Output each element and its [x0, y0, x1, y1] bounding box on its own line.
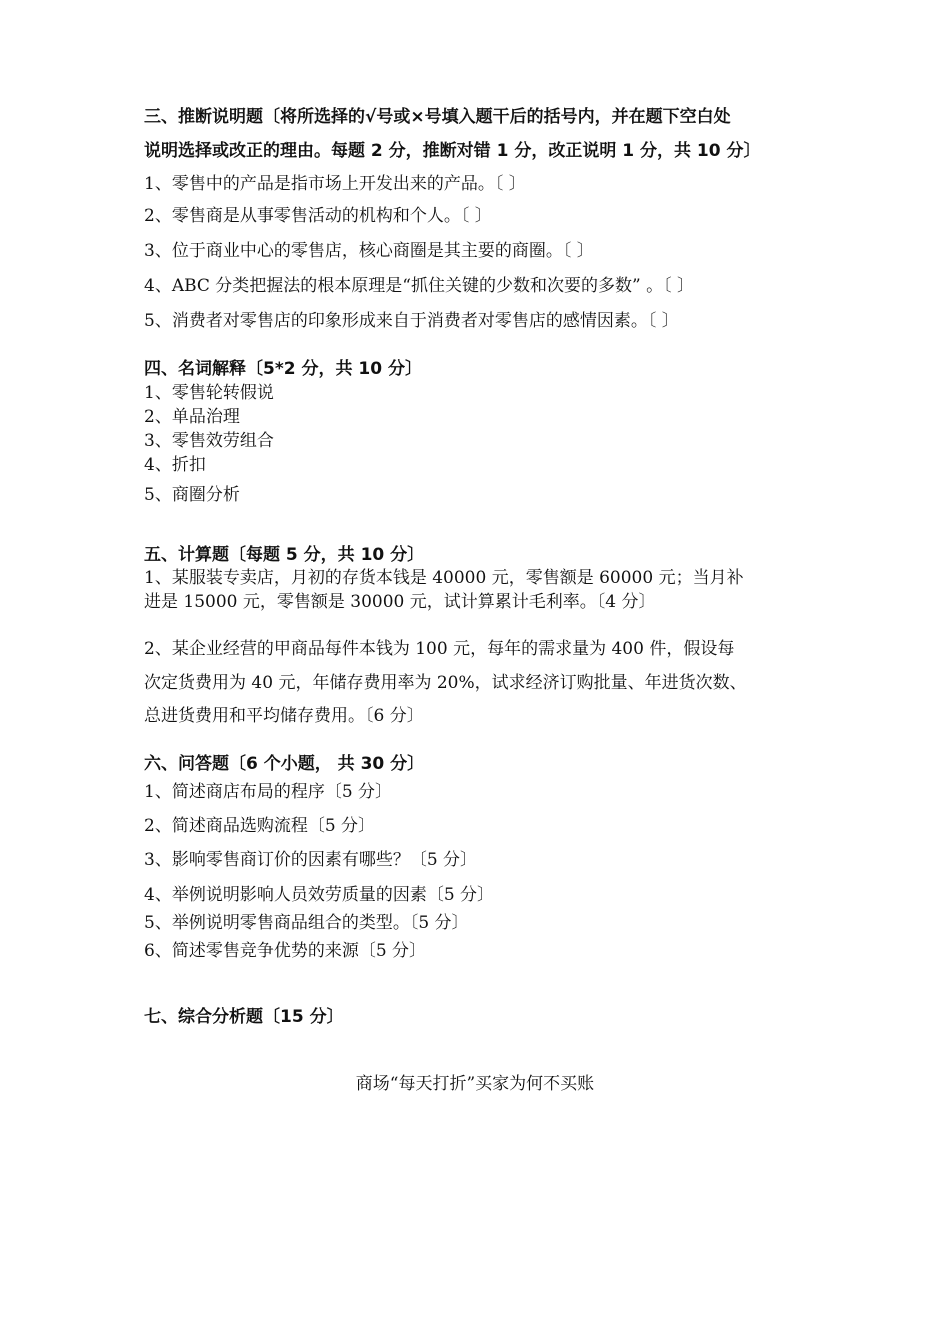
section4-item-1: 1、零售轮转假说	[144, 383, 274, 403]
section4-heading: 四、名词解释〔5*2 分，共 10 分〕	[144, 359, 422, 379]
section5-heading: 五、计算题〔每题 5 分，共 10 分〕	[144, 545, 425, 565]
section4-item-4: 4、折扣	[144, 455, 206, 475]
section6-item-2: 2、简述商品选购流程〔5 分〕	[144, 816, 376, 836]
section5-q2-line1: 2、某企业经营的甲商品每件本钱为 100 元，每年的需求量为 400 件，假设每	[144, 639, 735, 659]
section6-item-4: 4、举例说明影响人员效劳质量的因素〔5 分〕	[144, 885, 495, 905]
section4-item-5: 5、商圈分析	[144, 485, 240, 505]
section6-heading: 六、问答题〔6 个小题， 共 30 分〕	[144, 754, 425, 774]
section3-heading-line2: 说明选择或改正的理由。每题 2 分，推断对错 1 分，改正说明 1 分，共 10 分〕	[144, 141, 761, 161]
section6-item-3: 3、影响零售商订价的因素有哪些？〔5 分〕	[144, 850, 478, 870]
section6-item-6: 6、简述零售竞争优势的来源〔5 分〕	[144, 941, 427, 961]
section5-q1-line2: 进是 15000 元，零售额是 30000 元，试计算累计毛利率。〔4 分〕	[144, 592, 656, 612]
section3-item-4: 4、ABC 分类把握法的根本原理是“抓住关键的少数和次要的多数” 。〔 〕	[144, 276, 695, 296]
section6-item-1: 1、简述商店布局的程序〔5 分〕	[144, 782, 393, 802]
section4-item-3: 3、零售效劳组合	[144, 431, 274, 451]
section6-item-5: 5、举例说明零售商品组合的类型。〔5 分〕	[144, 913, 469, 933]
section3-heading-line1: 三、推断说明题〔将所选择的√号或×号填入题干后的括号内，并在题下空白处	[144, 107, 731, 127]
section4-item-2: 2、单品治理	[144, 407, 240, 427]
section5-q2-line3: 总进货费用和平均储存费用。〔6 分〕	[144, 706, 424, 726]
section5-q2-line2: 次定货费用为 40 元，年储存费用率为 20%，试求经济订购批量、年进货次数、	[144, 673, 747, 693]
section7-heading: 七、综合分析题〔15 分〕	[144, 1007, 344, 1027]
section5-q1-line1: 1、某服装专卖店，月初的存货本钱是 40000 元，零售额是 60000 元；当月补	[144, 568, 744, 588]
case-title: 商场“每天打折”买家为何不买账	[355, 1074, 595, 1094]
section3-item-1: 1、零售中的产品是指市场上开发出来的产品。〔 〕	[144, 174, 526, 194]
section3-item-2: 2、零售商是从事零售活动的机构和个人。〔 〕	[144, 206, 492, 226]
section3-item-3: 3、位于商业中心的零售店，核心商圈是其主要的商圈。〔 〕	[144, 241, 594, 261]
section3-item-5: 5、消费者对零售店的印象形成来自于消费者对零售店的感情因素。〔 〕	[144, 311, 679, 331]
